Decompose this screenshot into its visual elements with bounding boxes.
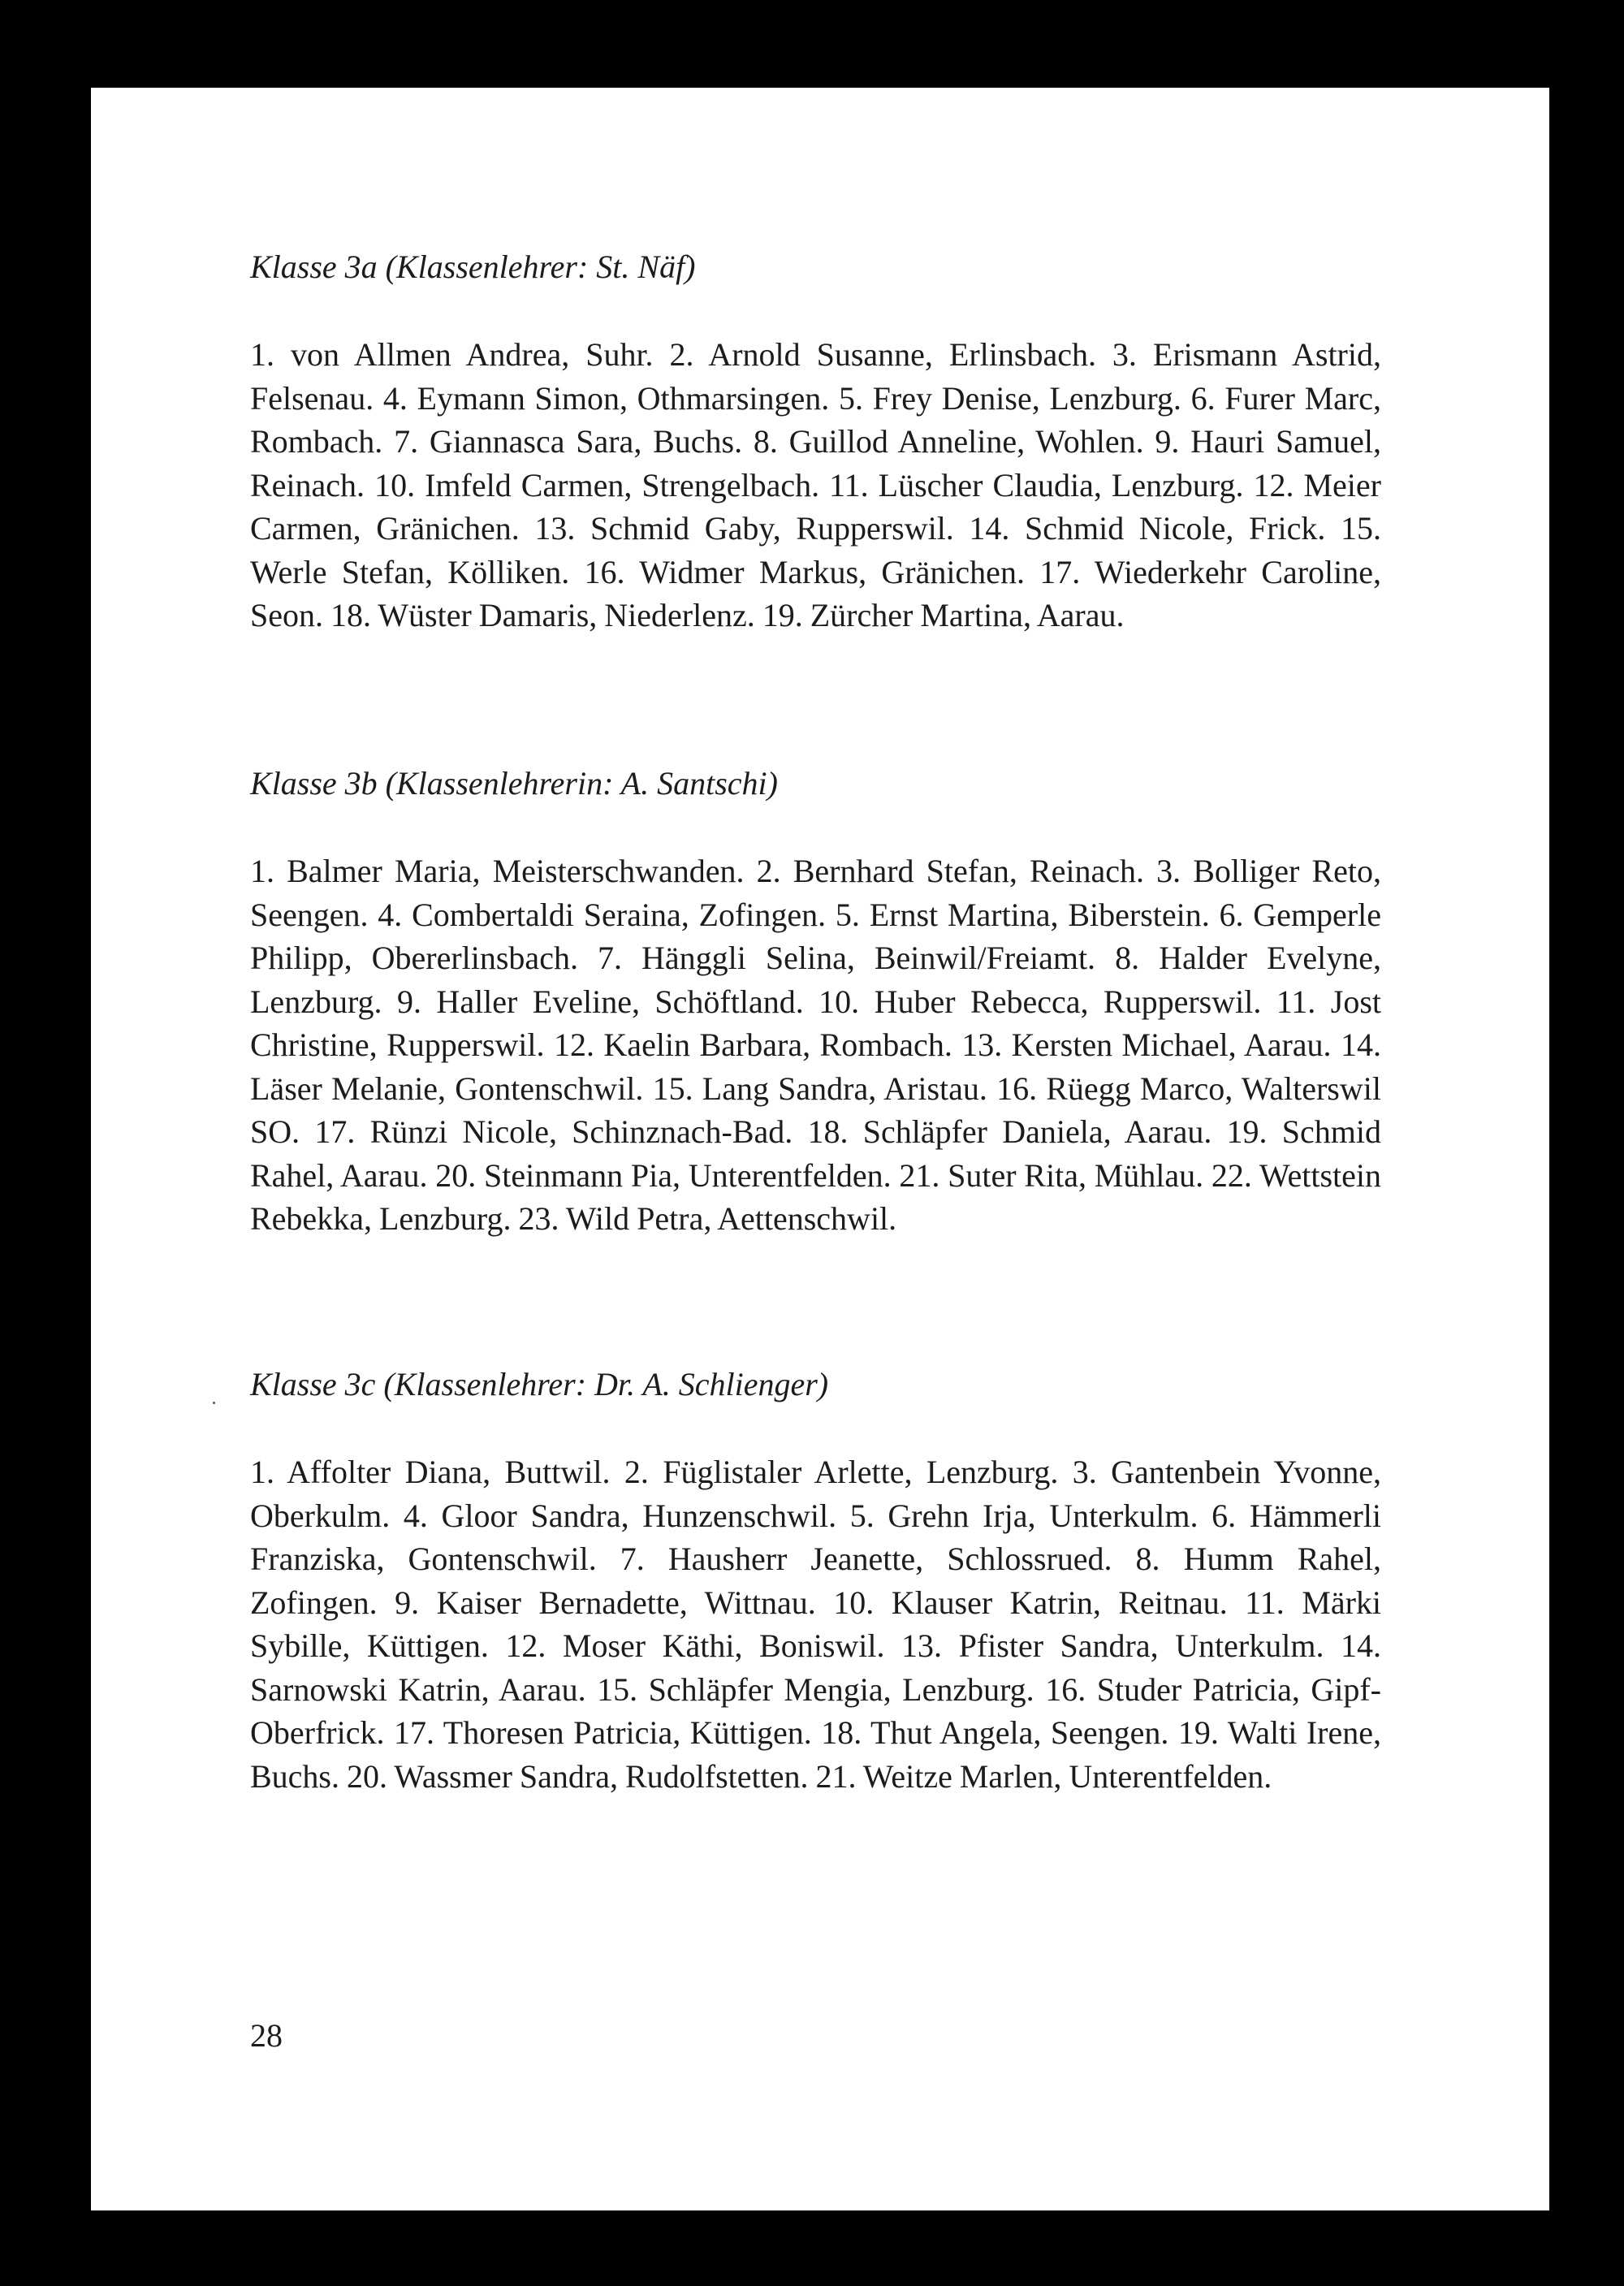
scan-speck (213, 1402, 215, 1404)
class-3b-heading: Klasse 3b (Klassenlehrerin: A. Santschi) (250, 765, 778, 802)
class-3c-section (250, 1363, 1381, 1798)
class-3b-section (250, 762, 1381, 1241)
class-3a-heading: Klasse 3a (Klassenlehrer: St. Näf) (250, 248, 696, 285)
class-3a-section (250, 245, 1381, 637)
document-page (91, 88, 1549, 2210)
class-3c-roster: 1. Affolter Diana, Buttwil. 2. Füglistaler Arlette, Lenzburg. 3. Gantenbein Yvonne, Oberkulm. 4. Gloor Sandra, Hunzenschwil. 5. Grehn Irja, Unterkulm. 6. Hämmerli Franziska, Gontenschwil. 7. Hausherr Jeanette, Schlossrued. 8. Humm Rahel, Zofingen. 9. Kaiser Bernadette, Wittnau. 10. Klauser Katrin, Reitnau. 11. Märki Sybille, Küttigen. 12. Moser Käthi, Boniswil. 13. Pfister Sandra, Unterkulm. 14. Sarnowski Katrin, Aarau. 15. Schläpfer Mengia, Lenzburg. 16. Studer Patricia, Gipf-Oberfrick. 17. Thoresen Patricia, Küttigen. 18. Thut Angela, Seengen. 19. Walti Irene, Buchs. 20. Wassmer Sandra, Rudolfstetten. 21. Weitze Marlen, Unterentfelden. (250, 1454, 1381, 1795)
page-number: 28 (250, 2017, 283, 2054)
class-3c-heading: Klasse 3c (Klassenlehrer: Dr. A. Schlienger) (250, 1366, 829, 1402)
class-3b-roster: 1. Balmer Maria, Meisterschwanden. 2. Bernhard Stefan, Reinach. 3. Bolliger Reto, Seengen. 4. Combertaldi Seraina, Zofingen. 5. Ernst Martina, Biberstein. 6. Gemperle Philipp, Obererlinsbach. 7. Hänggli Selina, Beinwil/Freiamt. 8. Halder Evelyne, Lenzburg. 9. Haller Eveline, Schöftland. 10. Huber Rebecca, Rupperswil. 11. Jost Christine, Rupperswil. 12. Kaelin Barbara, Rombach. 13. Kersten Michael, Aarau. 14. Läser Melanie, Gontenschwil. 15. Lang Sandra, Aristau. 16. Rüegg Marco, Walterswil SO. 17. Rünzi Nicole, Schinznach-Bad. 18. Schläpfer Daniela, Aarau. 19. Schmid Rahel, Aarau. 20. Steinmann Pia, Unterentfelden. 21. Suter Rita, Mühlau. 22. Wettstein Rebekka, Lenzburg. 23. Wild Petra, Aettenschwil. (250, 853, 1381, 1237)
class-3a-roster: 1. von Allmen Andrea, Suhr. 2. Arnold Susanne, Erlinsbach. 3. Erismann Astrid, Felsenau. 4. Eymann Simon, Othmarsingen. 5. Frey Denise, Lenzburg. 6. Furer Marc, Rombach. 7. Giannasca Sara, Buchs. 8. Guillod Anneline, Wohlen. 9. Hauri Samuel, Reinach. 10. Imfeld Carmen, Strengelbach. 11. Lüscher Claudia, Lenzburg. 12. Meier Carmen, Gränichen. 13. Schmid Gaby, Rupperswil. 14. Schmid Nicole, Frick. 15. Werle Stefan, Kölliken. 16. Widmer Markus, Gränichen. 17. Wiederkehr Caroline, Seon. 18. Wüster Damaris, Niederlenz. 19. Zürcher Martina, Aarau. (250, 336, 1381, 633)
